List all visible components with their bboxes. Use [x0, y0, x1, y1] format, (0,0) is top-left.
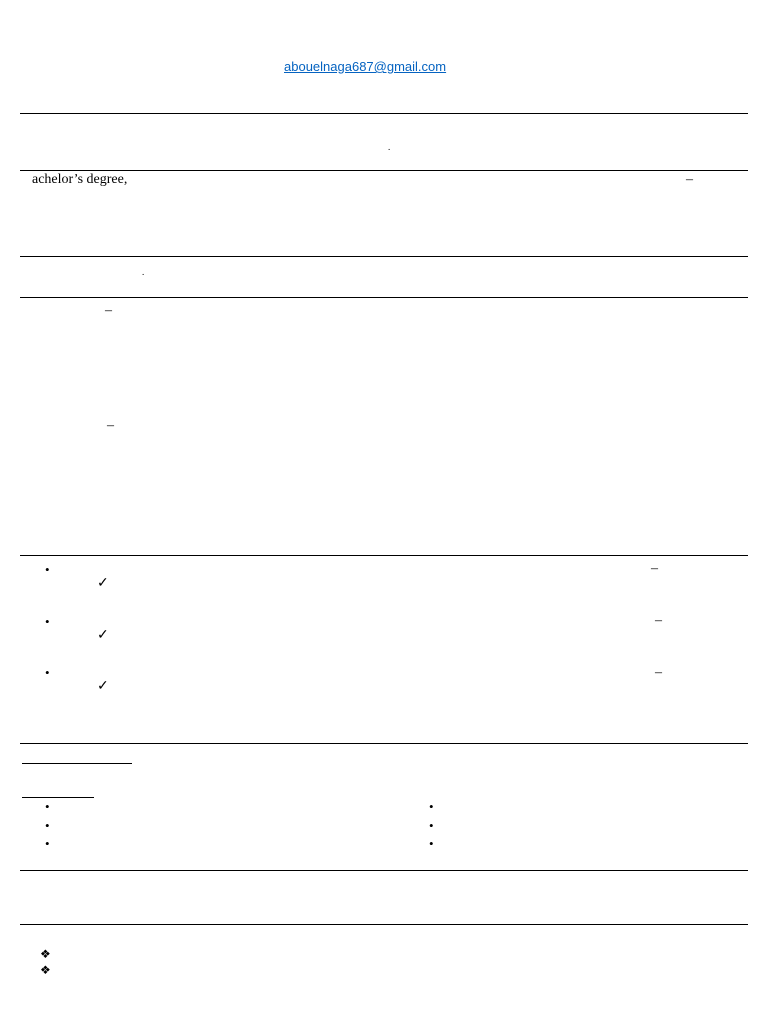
section-divider — [20, 870, 748, 871]
section-divider — [20, 297, 748, 298]
section-divider — [20, 256, 748, 257]
en-dash: – — [655, 665, 662, 680]
bullet: • — [45, 836, 50, 851]
bullet: • — [45, 818, 50, 833]
degree-text: achelor’s degree, — [32, 172, 128, 187]
bullet: • — [45, 614, 50, 629]
en-dash: – — [651, 561, 658, 576]
section-divider — [20, 743, 748, 744]
section-divider — [20, 924, 748, 925]
diamond-bullet-icon: ❖ — [40, 947, 51, 961]
heading-underline — [22, 763, 132, 764]
section-divider — [20, 113, 748, 114]
checkmark-icon: ✓ — [97, 679, 109, 694]
section-divider — [20, 555, 748, 556]
subheading-underline — [22, 797, 94, 798]
bullet: • — [429, 799, 434, 814]
section-divider — [20, 170, 748, 171]
stray-period: . — [142, 267, 145, 277]
experience-dash: – — [107, 418, 114, 433]
en-dash: – — [686, 172, 693, 187]
bullet: • — [45, 665, 50, 680]
checkmark-icon: ✓ — [97, 576, 109, 591]
stray-period: . — [388, 142, 391, 152]
checkmark-icon: ✓ — [97, 628, 109, 643]
email-link[interactable]: abouelnaga687@gmail.com — [284, 59, 447, 74]
experience-dash: – — [105, 303, 112, 318]
diamond-bullet-icon: ❖ — [40, 963, 51, 977]
bullet: • — [429, 836, 434, 851]
bullet: • — [429, 818, 434, 833]
bullet: • — [45, 799, 50, 814]
en-dash: – — [655, 613, 662, 628]
bullet: • — [45, 562, 50, 577]
